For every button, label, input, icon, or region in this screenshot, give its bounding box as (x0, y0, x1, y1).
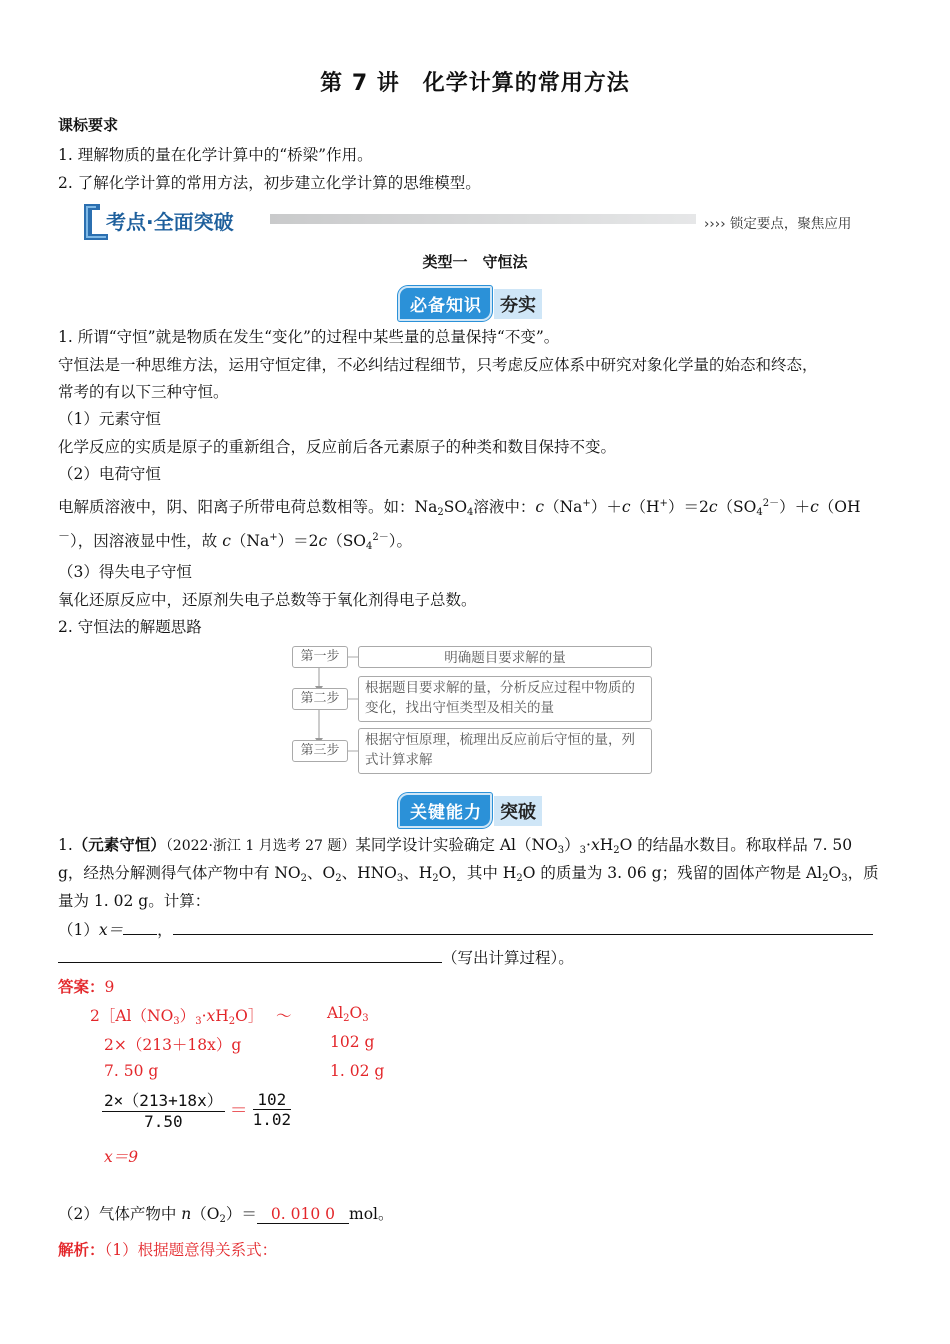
flow-step-3: 第三步 (292, 740, 348, 762)
element-conservation-text: 化学反应的实质是原子的重新组合，反应前后各元素原子的种类和数目保持不变。 (58, 438, 617, 456)
answer-row-3-right: 1. 02 g (330, 1062, 385, 1080)
banner-slogan: ›››› 锁定要点，聚焦应用 (704, 216, 852, 232)
banner-divider (270, 214, 696, 224)
answer-relation-product: $Al_2O_3$ (327, 1004, 369, 1024)
subheading-electron-conservation: （3）得失电子守恒 (58, 563, 192, 581)
question-part-1-cont: （写出计算过程）。 (58, 946, 574, 968)
knowledge-p3: 2. 守恒法的解题思路 (58, 618, 202, 636)
answer-row-2-right: 102 g (330, 1033, 375, 1051)
knowledge-p2b: 常考的有以下三种守恒。 (58, 383, 229, 401)
question-line-2: g，经热分解测得气体产物中有 $NO_2$、$O_2$、$HNO_3$、$H_2O$，其中 $H_2O$ 的质量为 3. 06 g；残留的固体产物是 $Al_2O_3$，质 (58, 864, 879, 884)
subheading-element-conservation: （1）元素守恒 (58, 410, 161, 428)
answer-row-3-left: 7. 50 g (104, 1062, 159, 1080)
flow-step-2: 第二步 (292, 688, 348, 710)
answer-row-2-left: 2×（213＋18x）g (104, 1036, 242, 1054)
answer-relation-tilde: ～ (276, 1007, 292, 1025)
requirements-heading: 课标要求 (58, 116, 119, 134)
charge-conservation-text-2: －），因溶液显中性，故 $c(Na^+)=2c(SO_4^{2-})$。 (58, 529, 413, 552)
knowledge-p1: 1. 所谓“守恒”就是物质在发生“变化”的过程中某些量的总量保持“不变”。 (58, 328, 560, 346)
answer-line: 答案：9 (58, 978, 115, 996)
badge-essential-knowledge (398, 286, 542, 321)
solution-flowchart (292, 646, 656, 774)
badge-key-ability (398, 793, 542, 828)
badge-suffix: 突破 (494, 796, 542, 826)
badge-label: 必备知识 (398, 286, 492, 321)
answer-fraction-equation: $\frac{2\times(213+18x)}{7.50}$ ＝ $\frac{102}{1.02}$ (104, 1090, 292, 1131)
badge-label: 关键能力 (398, 793, 492, 828)
fraction-left: $\frac{2\times(213+18x)}{7.50}$ (102, 1088, 225, 1131)
flow-box-2: 根据题目要求解的量，分析反应过程中物质的变化，找出守恒类型及相关的量 (358, 676, 652, 722)
question-line-1: 1.（元素守恒）（2022·浙江 1 月选考 27 题）某同学设计实验确定 $Al(NO_3)_3\cdot xH_2O$ 的结晶水数目。称取样品 7. 50 (58, 836, 853, 856)
page-title: 第 7 讲 化学计算的常用方法 (320, 71, 630, 96)
requirement-item-1: 1. 理解物质的量在化学计算中的“桥梁”作用。 (58, 146, 373, 164)
charge-conservation-text-1: 电解质溶液中，阴、阳离子所带电荷总数相等。如：$Na_2SO_4$溶液中：$c(Na^+)+c(H^+)=2c(SO_4^{2-})+c(OH$ (58, 498, 861, 518)
flow-box-1: 明确题目要求解的量 (358, 646, 652, 668)
type-heading: 类型一 守恒法 (422, 253, 528, 271)
knowledge-p2a: 守恒法是一种思维方法，运用守恒定律，不必纠结过程细节，只考虑反应体系中研究对象化学量的始态和终态， (58, 356, 818, 374)
analysis-line: 解析：（1）根据题意得关系式： (58, 1241, 278, 1259)
flow-box-3: 根据守恒原理，梳理出反应前后守恒的量，列式计算求解 (358, 728, 652, 774)
question-line-3: 量为 1. 02 g。计算： (58, 892, 211, 910)
section-banner (80, 202, 260, 240)
answer-result: x＝9 (104, 1148, 139, 1166)
requirement-item-2: 2. 了解化学计算的常用方法，初步建立化学计算的思维模型。 (58, 174, 481, 192)
subheading-charge-conservation: （2）电荷守恒 (58, 465, 161, 483)
badge-suffix: 夯实 (494, 289, 542, 319)
electron-conservation-text: 氧化还原反应中，还原剂失电子总数等于氧化剂得电子总数。 (58, 591, 477, 609)
question-part-2: （2）气体产物中 $n(O_2)= 0$. 010 0 mol。 (58, 1205, 394, 1225)
banner-title: 考点·全面突破 (106, 210, 234, 234)
flow-step-1: 第一步 (292, 646, 348, 668)
answer-relation-row-1: $2[Al(NO_3)_3\cdot xH_2O]$ (90, 1007, 264, 1027)
fraction-right: $\frac{102}{1.02}$ (252, 1090, 292, 1129)
question-part-1: （1）x＝ ， (58, 918, 873, 940)
